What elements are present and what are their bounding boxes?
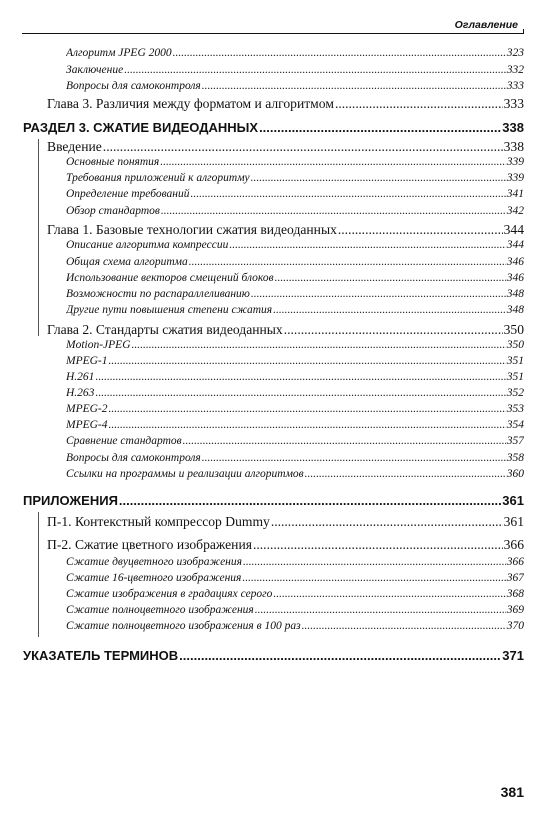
toc-dot-leader: [273, 304, 506, 316]
toc-dot-leader: [161, 205, 506, 217]
toc-entry-page: 339: [506, 156, 524, 168]
header-rule-tick: [523, 29, 524, 34]
toc-dot-leader: [335, 96, 503, 112]
toc-entry-title: Глава 2. Стандарты сжатия видеоданных: [47, 322, 283, 337]
toc-entry-page: 346: [506, 256, 524, 268]
toc-entry[interactable]: [47, 514, 524, 530]
toc-dot-leader: [124, 64, 506, 76]
toc-entry-title: Введение: [47, 139, 102, 154]
toc-entry-page: 338: [502, 120, 524, 135]
toc-dot-leader: [302, 620, 506, 632]
toc-entry-title: ПРИЛОЖЕНИЯ: [23, 493, 118, 508]
toc-entry-title: H.263: [66, 387, 95, 399]
toc-entry[interactable]: [66, 272, 524, 284]
toc-entry-title: MPEG-1: [66, 355, 108, 367]
toc-entry-title: Сжатие полноцветного изображения: [66, 604, 254, 616]
toc-dot-leader: [173, 47, 506, 59]
toc-entry[interactable]: [66, 156, 524, 168]
toc-dot-leader: [284, 322, 503, 338]
toc-entry[interactable]: [66, 620, 524, 632]
toc-dot-leader: [251, 288, 506, 300]
toc-entry-page: 352: [506, 387, 524, 399]
toc-dot-leader: [229, 239, 505, 251]
toc-entry-title: Алгоритм JPEG 2000: [66, 47, 172, 59]
toc-entry[interactable]: [66, 205, 524, 217]
toc-dot-leader: [202, 80, 506, 92]
toc-dot-leader: [202, 452, 506, 464]
toc-entry-page: 369: [506, 604, 524, 616]
toc-entry[interactable]: [66, 604, 524, 616]
toc-entry-title: Сжатие изображения в градациях серого: [66, 588, 273, 600]
toc-dot-leader: [189, 256, 506, 268]
toc-entry[interactable]: [66, 304, 524, 316]
toc-entry-page: 338: [503, 139, 524, 154]
toc-entry-page: 368: [506, 588, 524, 600]
toc-entry-title: Глава 3. Различия между форматом и алгоритмом: [47, 96, 334, 111]
toc-dot-leader: [338, 222, 503, 238]
toc-entry-page: 371: [502, 648, 524, 663]
toc-dot-leader: [271, 514, 503, 530]
toc-entry-page: 333: [506, 80, 524, 92]
toc-dot-leader: [95, 387, 505, 399]
toc-dot-leader: [253, 537, 503, 553]
toc-entry[interactable]: [66, 387, 524, 399]
toc-entry-title: Сжатие двуцветного изображения: [66, 556, 242, 568]
toc-dot-leader: [275, 272, 506, 284]
toc-dot-leader: [179, 648, 501, 663]
header-rule: [22, 33, 524, 34]
toc-entry-title: Вопросы для самоконтроля: [66, 452, 201, 464]
toc-entry-page: 332: [506, 64, 524, 76]
toc-entry-page: 351: [506, 371, 524, 383]
toc-dot-leader: [305, 468, 506, 480]
toc-entry[interactable]: [66, 355, 524, 367]
toc-entry-page: 360: [506, 468, 524, 480]
toc-entry-title: Motion-JPEG: [66, 339, 131, 351]
toc-dot-leader: [183, 435, 506, 447]
toc-dot-leader: [95, 371, 505, 383]
toc-entry-title: П-1. Контекстный компрессор Dummy: [47, 514, 270, 529]
toc-entry[interactable]: [66, 419, 524, 431]
toc-entry-page: 341: [506, 188, 524, 200]
toc-entry-title: Возможности по распараллеливанию: [66, 288, 250, 300]
running-header: Оглавление: [454, 19, 518, 31]
toc-entry-title: Основные понятия: [66, 156, 160, 168]
section-3-bracket: [38, 139, 39, 336]
toc-entry-page: 361: [502, 493, 524, 508]
toc-dot-leader: [109, 355, 506, 367]
toc-entry-page: 357: [506, 435, 524, 447]
toc-entry-page: 348: [506, 304, 524, 316]
toc-entry-title: MPEG-2: [66, 403, 108, 415]
toc-entry-page: 350: [503, 322, 524, 337]
toc-dot-leader: [191, 188, 506, 200]
toc-entry[interactable]: [66, 64, 524, 76]
toc-entry[interactable]: [66, 468, 524, 480]
toc-entry-title: H.261: [66, 371, 95, 383]
toc-entry-page: 344: [506, 239, 524, 251]
toc-entry-page: 354: [506, 419, 524, 431]
toc-entry[interactable]: [66, 339, 524, 351]
toc-entry-title: РАЗДЕЛ 3. СЖАТИЕ ВИДЕОДАННЫХ: [23, 120, 259, 135]
toc-entry[interactable]: [23, 120, 524, 135]
toc-entry-page: 361: [503, 514, 524, 529]
toc-entry-title: Обзор стандартов: [66, 205, 160, 217]
toc-entry[interactable]: [66, 239, 524, 251]
toc-entry[interactable]: [47, 222, 524, 238]
toc-entry[interactable]: [23, 648, 524, 663]
toc-entry[interactable]: [66, 80, 524, 92]
toc-entry[interactable]: [47, 537, 524, 553]
toc-entry-page: 370: [506, 620, 524, 632]
toc-entry[interactable]: [66, 435, 524, 447]
toc-entry-title: П-2. Сжатие цветного изображения: [47, 537, 252, 552]
toc-dot-leader: [255, 604, 506, 616]
toc-dot-leader: [259, 120, 501, 135]
toc-entry[interactable]: [47, 322, 524, 338]
toc-entry-title: MPEG-4: [66, 419, 108, 431]
toc-entry-title: Сжатие 16-цветного изображения: [66, 572, 242, 584]
toc-entry[interactable]: [47, 139, 524, 155]
toc-entry[interactable]: [66, 288, 524, 300]
page-number: 381: [500, 784, 524, 800]
toc-entry-title: УКАЗАТЕЛЬ ТЕРМИНОВ: [23, 648, 179, 663]
toc-entry-title: Заключение: [66, 64, 124, 76]
toc-entry-page: 351: [506, 355, 524, 367]
toc-entry-title: Вопросы для самоконтроля: [66, 80, 201, 92]
toc-entry-page: 348: [506, 288, 524, 300]
toc-entry-page: 342: [506, 205, 524, 217]
toc-dot-leader: [109, 419, 506, 431]
appendix-bracket: [38, 512, 39, 637]
toc-entry[interactable]: [23, 493, 524, 508]
toc-entry-page: 323: [506, 47, 524, 59]
toc-entry[interactable]: [47, 96, 524, 112]
toc-entry-title: Глава 1. Базовые технологии сжатия видеоданных: [47, 222, 337, 237]
toc-entry-page: 344: [503, 222, 524, 237]
toc-entry[interactable]: [66, 256, 524, 268]
toc-dot-leader: [119, 493, 501, 508]
toc-dot-leader: [273, 588, 505, 600]
toc-entry-page: 333: [503, 96, 524, 111]
toc-entry[interactable]: [66, 172, 524, 184]
toc-entry-page: 350: [506, 339, 524, 351]
toc-entry-title: Использование векторов смещений блоков: [66, 272, 274, 284]
toc-dot-leader: [242, 572, 505, 584]
toc-entry-title: Общая схема алгоритма: [66, 256, 188, 268]
toc-entry[interactable]: [66, 403, 524, 415]
toc-dot-leader: [251, 172, 506, 184]
toc-entry-title: Описание алгоритма компрессии: [66, 239, 229, 251]
toc-entry-page: 346: [506, 272, 524, 284]
toc-dot-leader: [109, 403, 506, 415]
toc-dot-leader: [132, 339, 506, 351]
toc-entry-page: 366: [506, 556, 524, 568]
toc-entry-page: 339: [506, 172, 524, 184]
toc-entry-page: 366: [503, 537, 524, 552]
toc-entry[interactable]: [66, 556, 524, 568]
toc-entry[interactable]: [66, 452, 524, 464]
toc-entry-title: Требования приложений к алгоритму: [66, 172, 250, 184]
toc-entry[interactable]: [66, 188, 524, 200]
toc-entry-page: 367: [506, 572, 524, 584]
toc-dot-leader: [103, 139, 503, 155]
toc-dot-leader: [243, 556, 506, 568]
toc-entry[interactable]: [66, 371, 524, 383]
toc-entry-page: 353: [506, 403, 524, 415]
toc-entry[interactable]: [66, 47, 524, 59]
toc-entry-title: Другие пути повышения степени сжатия: [66, 304, 273, 316]
toc-entry-title: Определение требований: [66, 188, 190, 200]
toc-entry-title: Ссылки на программы и реализации алгоритмов: [66, 468, 304, 480]
toc-entry-title: Сравнение стандартов: [66, 435, 182, 447]
toc-dot-leader: [160, 156, 505, 168]
toc-entry[interactable]: [66, 572, 524, 584]
toc-entry[interactable]: [66, 588, 524, 600]
toc-entry-page: 358: [506, 452, 524, 464]
toc-entry-title: Сжатие полноцветного изображения в 100 раз: [66, 620, 301, 632]
